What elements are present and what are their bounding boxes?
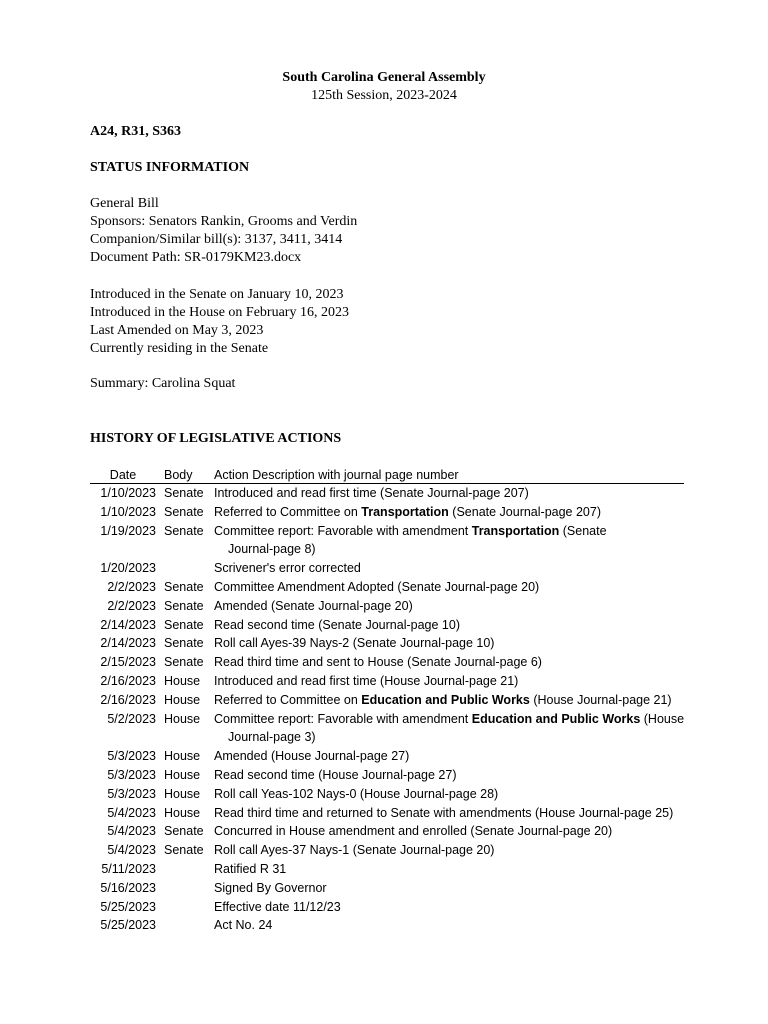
row-action bbox=[208, 691, 684, 710]
table-row bbox=[90, 804, 684, 823]
action-text: Committee Amendment Adopted (Senate Journal-page 20) bbox=[214, 579, 540, 594]
action-text: Read second time (Senate Journal-page 10) bbox=[214, 617, 460, 632]
table-row bbox=[90, 860, 684, 879]
table-row bbox=[90, 747, 684, 766]
action-text: Committee report: Favorable with amendment bbox=[214, 523, 472, 538]
table-row bbox=[90, 597, 684, 616]
row-action bbox=[208, 634, 684, 653]
introduced-senate: Introduced in the Senate on January 10, 2023 bbox=[90, 287, 344, 302]
table-row bbox=[90, 841, 684, 860]
row-action bbox=[208, 484, 684, 503]
row-body: Senate bbox=[164, 579, 204, 594]
action-text: Committee report: Favorable with amendment bbox=[214, 711, 472, 726]
row-action bbox=[208, 597, 684, 616]
row-date: 5/2/2023 bbox=[107, 711, 156, 726]
row-body: Senate bbox=[164, 655, 204, 670]
row-date: 1/19/2023 bbox=[100, 523, 156, 538]
summary: Summary: Carolina Squat bbox=[90, 376, 236, 391]
bill-type: General Bill bbox=[90, 196, 159, 211]
column-header-date: Date bbox=[90, 466, 160, 484]
row-date: 1/10/2023 bbox=[100, 504, 156, 519]
bill-id: A24, R31, S363 bbox=[90, 124, 182, 139]
row-body: House bbox=[164, 692, 201, 707]
document-path: Document Path: SR-0179KM23.docx bbox=[90, 250, 302, 265]
row-date: 5/25/2023 bbox=[100, 918, 156, 933]
row-action bbox=[208, 503, 684, 522]
table-row bbox=[90, 672, 684, 691]
row-action bbox=[208, 898, 684, 917]
status-info bbox=[90, 195, 357, 267]
table-row bbox=[90, 616, 684, 635]
row-body: House bbox=[164, 749, 201, 764]
row-action bbox=[208, 616, 684, 635]
row-date: 2/2/2023 bbox=[107, 579, 156, 594]
row-action bbox=[208, 822, 684, 841]
table-row bbox=[90, 766, 684, 785]
history-header-row bbox=[90, 466, 684, 484]
row-body: House bbox=[164, 805, 201, 820]
action-continuation: Journal-page 8) bbox=[228, 542, 316, 557]
action-text: Read second time (House Journal-page 27) bbox=[214, 767, 457, 782]
table-row bbox=[90, 484, 684, 503]
row-body bbox=[160, 879, 208, 898]
history-table bbox=[90, 466, 684, 935]
row-body: Senate bbox=[164, 486, 204, 500]
table-row bbox=[90, 691, 684, 710]
history-heading: HISTORY OF LEGISLATIVE ACTIONS bbox=[90, 431, 342, 446]
currently-residing: Currently residing in the Senate bbox=[90, 341, 269, 356]
history-rows bbox=[90, 484, 684, 936]
introduced-house: Introduced in the House on February 16, 2023 bbox=[90, 305, 349, 320]
row-action bbox=[208, 916, 684, 935]
action-text: Read third time and sent to House (Senate Journal-page 6) bbox=[214, 655, 542, 670]
committee-name: Education and Public Works bbox=[471, 711, 641, 726]
table-row bbox=[90, 785, 684, 804]
action-text: Introduced and read first time (Senate Journal-page 207) bbox=[214, 486, 529, 500]
action-text: Effective date 11/12/23 bbox=[214, 899, 341, 914]
action-text: Concurred in House amendment and enrolled (Senate Journal-page 20) bbox=[214, 824, 613, 839]
action-text: Act No. 24 bbox=[214, 918, 273, 933]
table-row bbox=[90, 522, 684, 560]
row-action bbox=[208, 747, 684, 766]
committee-name: Education and Public Works bbox=[361, 692, 530, 707]
row-body: House bbox=[164, 673, 201, 688]
row-action bbox=[208, 578, 684, 597]
table-row bbox=[90, 916, 684, 935]
table-row bbox=[90, 710, 684, 748]
row-action bbox=[208, 653, 684, 672]
row-action bbox=[208, 766, 684, 785]
action-text: Referred to Committee on bbox=[214, 692, 362, 707]
row-body: Senate bbox=[164, 598, 204, 613]
bill-dates bbox=[90, 286, 349, 358]
row-body: Senate bbox=[164, 504, 204, 519]
column-header-body: Body bbox=[160, 466, 208, 484]
row-body: Senate bbox=[164, 617, 204, 632]
row-date: 2/16/2023 bbox=[100, 673, 156, 688]
row-action bbox=[208, 672, 684, 691]
row-action bbox=[208, 804, 684, 823]
table-row bbox=[90, 559, 684, 578]
column-header-action: Action Description with journal page number bbox=[208, 466, 684, 484]
table-row bbox=[90, 822, 684, 841]
row-action bbox=[208, 860, 684, 879]
row-date: 5/3/2023 bbox=[107, 786, 156, 801]
table-row bbox=[90, 653, 684, 672]
action-continuation: Journal-page 3) bbox=[228, 730, 316, 745]
row-body bbox=[160, 860, 208, 879]
row-body: Senate bbox=[164, 523, 204, 538]
action-text: Roll call Yeas-102 Nays-0 (House Journal-page 28) bbox=[214, 786, 499, 801]
row-body: House bbox=[164, 786, 201, 801]
action-text: (House bbox=[640, 711, 685, 726]
assembly-title: South Carolina General Assembly bbox=[282, 70, 486, 85]
row-date: 5/4/2023 bbox=[107, 805, 156, 820]
row-body: House bbox=[164, 767, 201, 782]
action-text: Amended (Senate Journal-page 20) bbox=[214, 598, 413, 613]
row-action bbox=[208, 522, 684, 560]
row-date: 5/25/2023 bbox=[100, 899, 156, 914]
row-body: Senate bbox=[164, 636, 204, 651]
row-date: 2/14/2023 bbox=[100, 636, 156, 651]
row-date: 5/4/2023 bbox=[107, 843, 156, 858]
table-row bbox=[90, 879, 684, 898]
table-row bbox=[90, 578, 684, 597]
row-body bbox=[160, 916, 208, 935]
action-text: (Senate bbox=[559, 523, 607, 538]
row-action bbox=[208, 841, 684, 860]
row-date: 1/20/2023 bbox=[100, 561, 156, 576]
sponsors: Sponsors: Senators Rankin, Grooms and Verdin bbox=[90, 214, 358, 229]
action-text: Ratified R 31 bbox=[214, 861, 287, 876]
row-body: House bbox=[164, 711, 201, 726]
status-heading: STATUS INFORMATION bbox=[90, 160, 250, 175]
row-date: 2/16/2023 bbox=[100, 692, 156, 707]
action-text: Signed By Governor bbox=[214, 880, 327, 895]
action-text: Amended (House Journal-page 27) bbox=[214, 749, 410, 764]
row-date: 2/15/2023 bbox=[100, 655, 156, 670]
row-date: 5/16/2023 bbox=[100, 880, 156, 895]
action-text: Read third time and returned to Senate with amendments (House Journal-page 25) bbox=[214, 805, 674, 820]
session-subtitle: 125th Session, 2023-2024 bbox=[311, 88, 457, 103]
row-action bbox=[208, 710, 684, 748]
action-text: Roll call Ayes-39 Nays-2 (Senate Journal-page 10) bbox=[214, 636, 495, 651]
committee-name: Transportation bbox=[361, 504, 449, 519]
row-action bbox=[208, 785, 684, 804]
row-body bbox=[160, 898, 208, 917]
companion-bills: Companion/Similar bill(s): 3137, 3411, 3414 bbox=[90, 232, 343, 247]
table-row bbox=[90, 634, 684, 653]
row-date: 1/10/2023 bbox=[100, 486, 156, 500]
row-date: 5/3/2023 bbox=[107, 749, 156, 764]
row-body: Senate bbox=[164, 843, 204, 858]
row-date: 5/3/2023 bbox=[107, 767, 156, 782]
row-action bbox=[208, 559, 684, 578]
action-text: Referred to Committee on bbox=[214, 504, 362, 519]
row-date: 5/11/2023 bbox=[101, 861, 156, 876]
row-body bbox=[160, 559, 208, 578]
action-text: Roll call Ayes-37 Nays-1 (Senate Journal-page 20) bbox=[214, 843, 495, 858]
row-body: Senate bbox=[164, 824, 204, 839]
row-action bbox=[208, 879, 684, 898]
action-text: Scrivener's error corrected bbox=[214, 561, 361, 576]
action-text: (Senate Journal-page 207) bbox=[448, 504, 601, 519]
row-date: 2/2/2023 bbox=[107, 598, 156, 613]
action-text: Introduced and read first time (House Journal-page 21) bbox=[214, 673, 519, 688]
table-row bbox=[90, 898, 684, 917]
last-amended: Last Amended on May 3, 2023 bbox=[90, 323, 264, 338]
action-text: (House Journal-page 21) bbox=[529, 692, 672, 707]
row-date: 2/14/2023 bbox=[100, 617, 156, 632]
row-date: 5/4/2023 bbox=[107, 824, 156, 839]
committee-name: Transportation bbox=[471, 523, 560, 538]
table-row bbox=[90, 503, 684, 522]
